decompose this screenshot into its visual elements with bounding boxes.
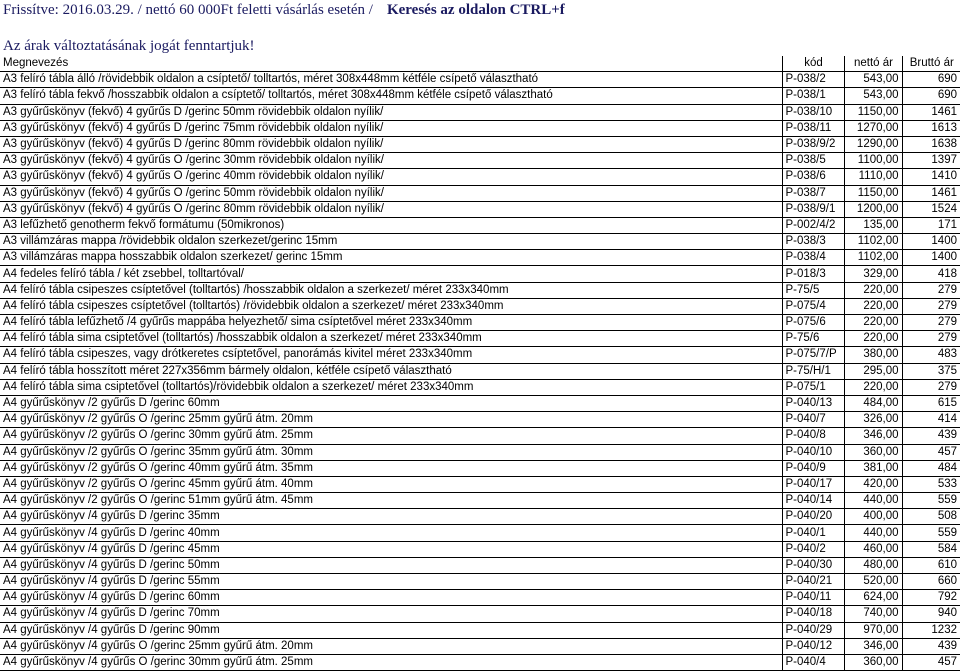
table-row bbox=[0, 460, 960, 476]
gross-price-cell: 1400 bbox=[902, 250, 960, 266]
gross-price-cell: 279 bbox=[902, 282, 960, 298]
net-price-cell: 543,00 bbox=[844, 72, 902, 88]
gross-price-cell: 375 bbox=[902, 363, 960, 379]
gross-price-cell: 414 bbox=[902, 412, 960, 428]
table-row bbox=[0, 185, 960, 201]
net-price-cell: 329,00 bbox=[844, 266, 902, 282]
product-code-cell: P-040/8 bbox=[782, 428, 844, 444]
table-header-row bbox=[0, 56, 960, 72]
product-code-cell: P-75/5 bbox=[782, 282, 844, 298]
product-name-cell: A4 gyűrűskönyv /4 gyűrűs D /gerinc 90mm bbox=[0, 622, 782, 638]
product-name-cell: A4 gyűrűskönyv /4 gyűrűs D /gerinc 40mm bbox=[0, 525, 782, 541]
table-row bbox=[0, 234, 960, 250]
table-row bbox=[0, 250, 960, 266]
table-row bbox=[0, 315, 960, 331]
table-row bbox=[0, 574, 960, 590]
product-code-cell: P-040/9 bbox=[782, 460, 844, 476]
gross-price-cell: 279 bbox=[902, 331, 960, 347]
product-name-cell: A3 lefűzhető genotherm fekvő formátumu (50mikronos) bbox=[0, 217, 782, 233]
product-name-cell: A4 gyűrűskönyv /2 gyűrűs D /gerinc 60mm bbox=[0, 395, 782, 411]
net-price-cell: 1150,00 bbox=[844, 104, 902, 120]
table-row bbox=[0, 217, 960, 233]
product-code-cell: P-075/7/P bbox=[782, 347, 844, 363]
gross-price-cell: 484 bbox=[902, 460, 960, 476]
gross-price-cell: 690 bbox=[902, 88, 960, 104]
gross-price-cell: 1461 bbox=[902, 185, 960, 201]
net-price-cell: 380,00 bbox=[844, 347, 902, 363]
net-price-cell: 360,00 bbox=[844, 654, 902, 670]
product-name-cell: A4 gyűrűskönyv /2 gyűrűs O /gerinc 40mm gyűrű átm. 35mm bbox=[0, 460, 782, 476]
table-row bbox=[0, 266, 960, 282]
update-info-text: Frissítve: 2016.03.29. / nettó 60 000Ft feletti vásárlás esetén / bbox=[3, 2, 373, 18]
product-name-cell: A4 gyűrűskönyv /4 gyűrűs D /gerinc 50mm bbox=[0, 557, 782, 573]
search-hint: Keresés az oldalon CTRL+f bbox=[386, 2, 565, 18]
product-code-cell: P-038/9/2 bbox=[782, 136, 844, 152]
product-name-cell: A4 felíró tábla sima csiptetővel (tolltartós) /hosszabbik oldalon a szerkezet/ méret 233x340mm bbox=[0, 331, 782, 347]
net-price-cell: 135,00 bbox=[844, 217, 902, 233]
product-name-cell: A3 villámzáras mappa hosszabbik oldalon szerkezet/ gerinc 15mm bbox=[0, 250, 782, 266]
product-code-cell: P-040/7 bbox=[782, 412, 844, 428]
table-row bbox=[0, 557, 960, 573]
table-row bbox=[0, 136, 960, 152]
product-name-cell: A3 villámzáras mappa /rövidebbik oldalon szerkezet/gerinc 15mm bbox=[0, 234, 782, 250]
gross-price-cell: 559 bbox=[902, 525, 960, 541]
product-code-cell: P-038/2 bbox=[782, 72, 844, 88]
product-name-cell: A4 felíró tábla csipeszes csíptetővel (tolltartós) /hosszabbik oldalon a szerkezet/ méret 233x340mm bbox=[0, 282, 782, 298]
product-name-cell: A3 felíró tábla álló /rövidebbik oldalon a csíptető/ tolltartós, méret 308x448mm kétféle csípető választható bbox=[0, 72, 782, 88]
net-price-cell: 460,00 bbox=[844, 541, 902, 557]
column-header-code: kód bbox=[782, 56, 844, 72]
net-price-cell: 220,00 bbox=[844, 315, 902, 331]
gross-price-cell: 533 bbox=[902, 476, 960, 492]
table-row bbox=[0, 638, 960, 654]
net-price-cell: 543,00 bbox=[844, 88, 902, 104]
product-code-cell: P-038/1 bbox=[782, 88, 844, 104]
net-price-cell: 220,00 bbox=[844, 298, 902, 314]
product-code-cell: P-038/9/1 bbox=[782, 201, 844, 217]
product-code-cell: P-040/17 bbox=[782, 476, 844, 492]
net-price-cell: 970,00 bbox=[844, 622, 902, 638]
table-body bbox=[0, 72, 960, 671]
gross-price-cell: 508 bbox=[902, 509, 960, 525]
product-name-cell: A4 gyűrűskönyv /2 gyűrűs O /gerinc 35mm gyűrű átm. 30mm bbox=[0, 444, 782, 460]
net-price-cell: 1110,00 bbox=[844, 169, 902, 185]
net-price-cell: 440,00 bbox=[844, 525, 902, 541]
gross-price-cell: 559 bbox=[902, 493, 960, 509]
column-header-gross: Bruttó ár bbox=[902, 56, 960, 72]
product-name-cell: A3 felíró tábla fekvő /hosszabbik oldalon a csíptető/ tolltartós, méret 308x448mm kétféle csípető választható bbox=[0, 88, 782, 104]
product-name-cell: A4 felíró tábla csipeszes, vagy drótkeretes csíptetővel, panorámás kivitel méret 233x340mm bbox=[0, 347, 782, 363]
product-code-cell: P-75/H/1 bbox=[782, 363, 844, 379]
net-price-cell: 480,00 bbox=[844, 557, 902, 573]
table-row bbox=[0, 525, 960, 541]
gross-price-cell: 439 bbox=[902, 428, 960, 444]
product-name-cell: A4 gyűrűskönyv /4 gyűrűs D /gerinc 60mm bbox=[0, 590, 782, 606]
product-code-cell: P-75/6 bbox=[782, 331, 844, 347]
table-row bbox=[0, 153, 960, 169]
product-code-cell: P-038/6 bbox=[782, 169, 844, 185]
table-row bbox=[0, 493, 960, 509]
gross-price-cell: 690 bbox=[902, 72, 960, 88]
product-code-cell: P-038/5 bbox=[782, 153, 844, 169]
product-code-cell: P-038/10 bbox=[782, 104, 844, 120]
price-change-notice: Az árak változtatásának jogát fenntartjuk! bbox=[3, 38, 255, 54]
product-name-cell: A4 fedeles felíró tábla / két zsebbel, tolltartóval/ bbox=[0, 266, 782, 282]
table-row bbox=[0, 654, 960, 670]
net-price-cell: 740,00 bbox=[844, 606, 902, 622]
net-price-cell: 1100,00 bbox=[844, 153, 902, 169]
update-info-line bbox=[3, 2, 565, 19]
product-code-cell: P-038/11 bbox=[782, 120, 844, 136]
net-price-cell: 420,00 bbox=[844, 476, 902, 492]
net-price-cell: 400,00 bbox=[844, 509, 902, 525]
product-code-cell: P-040/10 bbox=[782, 444, 844, 460]
net-price-cell: 220,00 bbox=[844, 331, 902, 347]
table-row bbox=[0, 379, 960, 395]
column-header-net: nettó ár bbox=[844, 56, 902, 72]
page-header bbox=[0, 0, 960, 56]
table-row bbox=[0, 476, 960, 492]
table-row bbox=[0, 120, 960, 136]
net-price-cell: 1102,00 bbox=[844, 250, 902, 266]
table-row bbox=[0, 169, 960, 185]
product-code-cell: P-040/13 bbox=[782, 395, 844, 411]
product-code-cell: P-040/29 bbox=[782, 622, 844, 638]
table-row bbox=[0, 622, 960, 638]
table-row bbox=[0, 298, 960, 314]
table-row bbox=[0, 201, 960, 217]
table-row bbox=[0, 104, 960, 120]
product-code-cell: P-040/12 bbox=[782, 638, 844, 654]
net-price-cell: 1102,00 bbox=[844, 234, 902, 250]
net-price-cell: 220,00 bbox=[844, 282, 902, 298]
net-price-cell: 220,00 bbox=[844, 379, 902, 395]
gross-price-cell: 457 bbox=[902, 444, 960, 460]
net-price-cell: 520,00 bbox=[844, 574, 902, 590]
gross-price-cell: 1232 bbox=[902, 622, 960, 638]
table-row bbox=[0, 88, 960, 104]
table-row bbox=[0, 541, 960, 557]
product-name-cell: A3 gyűrűskönyv (fekvő) 4 gyűrűs D /gerinc 80mm rövidebbik oldalon nyílik/ bbox=[0, 136, 782, 152]
net-price-cell: 1200,00 bbox=[844, 201, 902, 217]
table-row bbox=[0, 509, 960, 525]
gross-price-cell: 1410 bbox=[902, 169, 960, 185]
product-code-cell: P-040/30 bbox=[782, 557, 844, 573]
table-row bbox=[0, 395, 960, 411]
table-row bbox=[0, 72, 960, 88]
net-price-cell: 1150,00 bbox=[844, 185, 902, 201]
net-price-cell: 360,00 bbox=[844, 444, 902, 460]
gross-price-cell: 483 bbox=[902, 347, 960, 363]
net-price-cell: 346,00 bbox=[844, 638, 902, 654]
table-row bbox=[0, 428, 960, 444]
gross-price-cell: 1461 bbox=[902, 104, 960, 120]
product-name-cell: A4 felíró tábla lefűzhető /4 gyűrűs mappába helyezhető/ sima csíptetővel méret 233x340mm bbox=[0, 315, 782, 331]
product-code-cell: P-038/7 bbox=[782, 185, 844, 201]
gross-price-cell: 171 bbox=[902, 217, 960, 233]
product-name-cell: A3 gyűrűskönyv (fekvő) 4 gyűrűs O /gerinc 50mm rövidebbik oldalon nyílik/ bbox=[0, 185, 782, 201]
product-code-cell: P-040/2 bbox=[782, 541, 844, 557]
net-price-cell: 1290,00 bbox=[844, 136, 902, 152]
table-row bbox=[0, 347, 960, 363]
product-name-cell: A4 gyűrűskönyv /4 gyűrűs D /gerinc 70mm bbox=[0, 606, 782, 622]
product-code-cell: P-038/3 bbox=[782, 234, 844, 250]
gross-price-cell: 279 bbox=[902, 315, 960, 331]
product-code-cell: P-018/3 bbox=[782, 266, 844, 282]
product-name-cell: A4 gyűrűskönyv /4 gyűrűs D /gerinc 45mm bbox=[0, 541, 782, 557]
table-row bbox=[0, 606, 960, 622]
table-row bbox=[0, 331, 960, 347]
column-header-name: Megnevezés bbox=[0, 56, 782, 72]
gross-price-cell: 418 bbox=[902, 266, 960, 282]
product-name-cell: A4 felíró tábla csipeszes csíptetővel (tolltartós) /rövidebbik oldalon a szerkezet/ méret 233x340mm bbox=[0, 298, 782, 314]
product-code-cell: P-040/1 bbox=[782, 525, 844, 541]
product-name-cell: A4 gyűrűskönyv /4 gyűrűs O /gerinc 25mm gyűrű átm. 20mm bbox=[0, 638, 782, 654]
net-price-cell: 346,00 bbox=[844, 428, 902, 444]
gross-price-cell: 1400 bbox=[902, 234, 960, 250]
product-name-cell: A4 gyűrűskönyv /4 gyűrűs D /gerinc 55mm bbox=[0, 574, 782, 590]
table-row bbox=[0, 282, 960, 298]
product-code-cell: P-038/4 bbox=[782, 250, 844, 266]
gross-price-cell: 279 bbox=[902, 379, 960, 395]
gross-price-cell: 439 bbox=[902, 638, 960, 654]
product-code-cell: P-075/6 bbox=[782, 315, 844, 331]
net-price-cell: 624,00 bbox=[844, 590, 902, 606]
product-code-cell: P-040/21 bbox=[782, 574, 844, 590]
gross-price-cell: 610 bbox=[902, 557, 960, 573]
product-name-cell: A4 felíró tábla sima csiptetővel (tolltartós)/rövidebbik oldalon a szerkezet/ méret 233x340mm bbox=[0, 379, 782, 395]
gross-price-cell: 1638 bbox=[902, 136, 960, 152]
product-code-cell: P-040/11 bbox=[782, 590, 844, 606]
product-code-cell: P-002/4/2 bbox=[782, 217, 844, 233]
product-code-cell: P-040/4 bbox=[782, 654, 844, 670]
product-name-cell: A4 gyűrűskönyv /2 gyűrűs O /gerinc 51mm gyűrű átm. 45mm bbox=[0, 493, 782, 509]
gross-price-cell: 792 bbox=[902, 590, 960, 606]
product-code-cell: P-040/14 bbox=[782, 493, 844, 509]
product-name-cell: A4 gyűrűskönyv /4 gyűrűs D /gerinc 35mm bbox=[0, 509, 782, 525]
product-code-cell: P-040/20 bbox=[782, 509, 844, 525]
gross-price-cell: 1397 bbox=[902, 153, 960, 169]
product-code-cell: P-075/4 bbox=[782, 298, 844, 314]
net-price-cell: 381,00 bbox=[844, 460, 902, 476]
gross-price-cell: 279 bbox=[902, 298, 960, 314]
gross-price-cell: 1524 bbox=[902, 201, 960, 217]
net-price-cell: 326,00 bbox=[844, 412, 902, 428]
product-code-cell: P-040/18 bbox=[782, 606, 844, 622]
net-price-cell: 1270,00 bbox=[844, 120, 902, 136]
gross-price-cell: 584 bbox=[902, 541, 960, 557]
net-price-cell: 295,00 bbox=[844, 363, 902, 379]
product-name-cell: A4 gyűrűskönyv /2 gyűrűs O /gerinc 25mm gyűrű átm. 20mm bbox=[0, 412, 782, 428]
product-code-cell: P-075/1 bbox=[782, 379, 844, 395]
product-name-cell: A3 gyűrűskönyv (fekvő) 4 gyűrűs D /gerinc 75mm rövidebbik oldalon nyílik/ bbox=[0, 120, 782, 136]
table-row bbox=[0, 363, 960, 379]
product-name-cell: A3 gyűrűskönyv (fekvő) 4 gyűrűs O /gerinc 40mm rövidebbik oldalon nyílik/ bbox=[0, 169, 782, 185]
product-name-cell: A4 felíró tábla hosszított méret 227x356mm bármely oldalon, kétféle csípető választható bbox=[0, 363, 782, 379]
gross-price-cell: 1613 bbox=[902, 120, 960, 136]
gross-price-cell: 940 bbox=[902, 606, 960, 622]
product-name-cell: A4 gyűrűskönyv /2 gyűrűs O /gerinc 30mm gyűrű átm. 25mm bbox=[0, 428, 782, 444]
table-row bbox=[0, 590, 960, 606]
price-table bbox=[0, 56, 960, 671]
gross-price-cell: 660 bbox=[902, 574, 960, 590]
product-name-cell: A4 gyűrűskönyv /2 gyűrűs O /gerinc 45mm gyűrű átm. 40mm bbox=[0, 476, 782, 492]
product-name-cell: A3 gyűrűskönyv (fekvő) 4 gyűrűs D /gerinc 50mm rövidebbik oldalon nyílik/ bbox=[0, 104, 782, 120]
product-name-cell: A3 gyűrűskönyv (fekvő) 4 gyűrűs O /gerinc 30mm rövidebbik oldalon nyílik/ bbox=[0, 153, 782, 169]
table-row bbox=[0, 412, 960, 428]
gross-price-cell: 457 bbox=[902, 654, 960, 670]
product-name-cell: A4 gyűrűskönyv /4 gyűrűs O /gerinc 30mm gyűrű átm. 25mm bbox=[0, 654, 782, 670]
gross-price-cell: 615 bbox=[902, 395, 960, 411]
net-price-cell: 440,00 bbox=[844, 493, 902, 509]
net-price-cell: 484,00 bbox=[844, 395, 902, 411]
product-name-cell: A3 gyűrűskönyv (fekvő) 4 gyűrűs O /gerinc 80mm rövidebbik oldalon nyílik/ bbox=[0, 201, 782, 217]
table-row bbox=[0, 444, 960, 460]
